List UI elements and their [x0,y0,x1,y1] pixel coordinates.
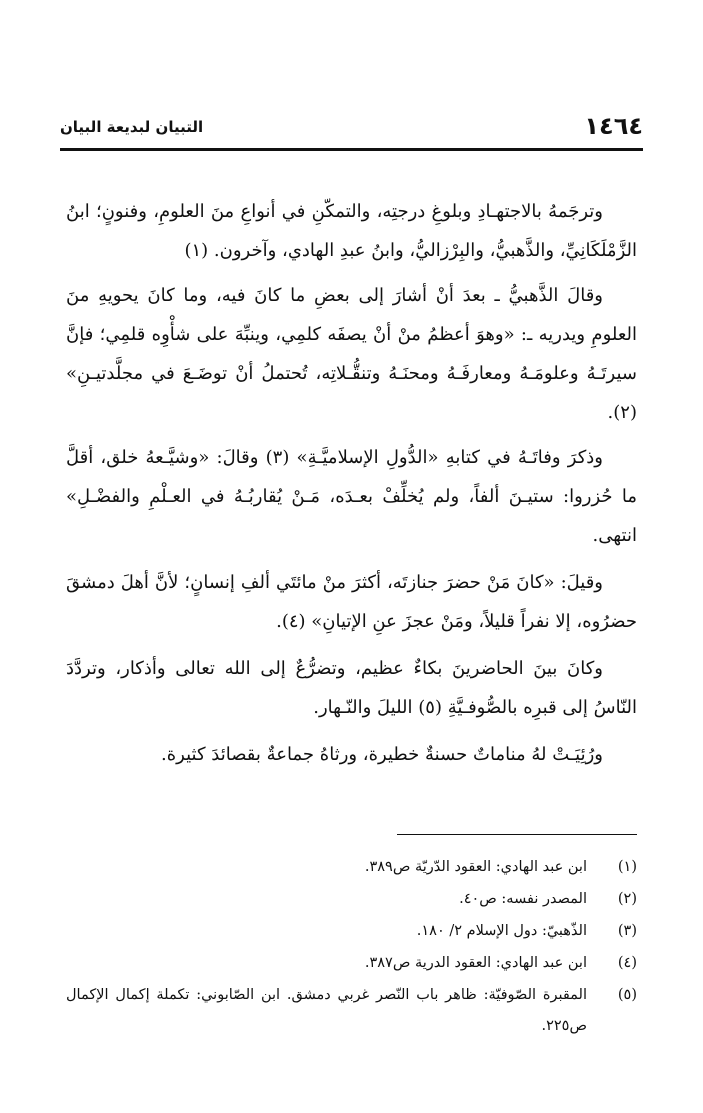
paragraph: وقيلَ: «كانَ مَنْ حضرَ جنازتَه، أكثرَ منْ مائتَي ألفِ إنسانٍ؛ لأنَّ أهلَ دمشقَ حضرُوه، إلا نفراً قليلاً، ومَنْ عجزَ عنِ الإتيانِ» (٤). [66,572,637,632]
footnote-text: المصدر نفسه: ص٤٠. [459,891,587,907]
footnote-text: المقبرة الصّوفيّة: ظاهر باب النّصر غربي دمشق. ابن الصّابوني: تكملة إكمال الإكمال ص٢٢٥. [66,987,587,1034]
paragraph: وقالَ الذَّهبيُّ ـ بعدَ أنْ أشارَ إلى بعضِ ما كانَ فيه، وما كانَ يحويهِ منَ العلومِ ويدريه ـ: «وهوَ أعظمُ منْ أنْ يصفَه كلمِي، وينبِّهَ على شأْوِه قلمِي؛ فإنَّ سيرتَـهُ وعلومَـهُ ومعارفَـهُ ومحنَـهُ وتنقُّـلاتِه، تُحتملُ أنْ توضَـعَ في مجلَّدتيـنِ» (٢). [66,285,637,423]
main-text [66,192,637,782]
footnote-text: ابن عبد الهادي: العقود الدرية ص٣٨٧. [364,955,587,971]
running-title: التبيان لبديعة البيان [60,118,204,136]
footnote [66,852,637,883]
footnote [66,884,637,915]
footnote-text: ابن عبد الهادي: العقود الدّريّة ص٣٨٩. [364,859,587,875]
page-header [60,112,643,146]
paragraph: وذكرَ وفاتَـهُ في كتابهِ «الدُّولِ الإسلاميَّـةِ» (٣) وقالَ: «وشيَّـعهُ خلق، أقلَّ ما حُزروا: ستيـنَ ألفاً، ولم يُخلِّفْ بعـدَه، مَـنْ يُقاربُـهُ في العـلْمِ والفضْـلِ» انتهى. [66,447,637,546]
footnote-number: (٣) [617,923,637,939]
footnote-number: (٢) [617,891,637,907]
footnote-number: (٤) [617,955,637,971]
footnote-rule [397,834,637,835]
paragraph: وكانَ بينَ الحاضرينَ بكاءٌ عظيم، وتضرُّعٌ إلى الله تعالى وأذكار، وتردَّدَ النّاسُ إلى قبرِه بالصُّوفـيَّةِ (٥) الليلَ والنّـهار. [66,658,637,718]
footnote-text: الذّهبيّ: دول الإسلام ٢/ ١٨٠. [416,923,587,939]
footnote [66,948,637,979]
footnote-number: (١) [617,859,637,875]
footnote-number: (٥) [617,987,637,1003]
footnote [66,916,637,947]
footnotes [66,852,637,1043]
header-rule [60,148,643,151]
paragraph: وترجَمهُ بالاجتهـادِ وبلوغِ درجتِه، والتمكّنِ في أنواعِ منَ العلومِ، وفنونٍ؛ ابنُ الزَّمْلَكَانِيِّ، والذَّهبيُّ، والبِرْزاليُّ، وابنُ عبدِ الهادي، وآخرون. (١) [66,201,637,261]
footnote [66,980,637,1042]
page-number: ١٤٦٤ [584,112,643,140]
paragraph: ورُئِيَـتْ لهُ مناماتٌ حسنةٌ خطيرة، ورثاهُ جماعةٌ بقصائدَ كثيرة. [161,744,603,765]
